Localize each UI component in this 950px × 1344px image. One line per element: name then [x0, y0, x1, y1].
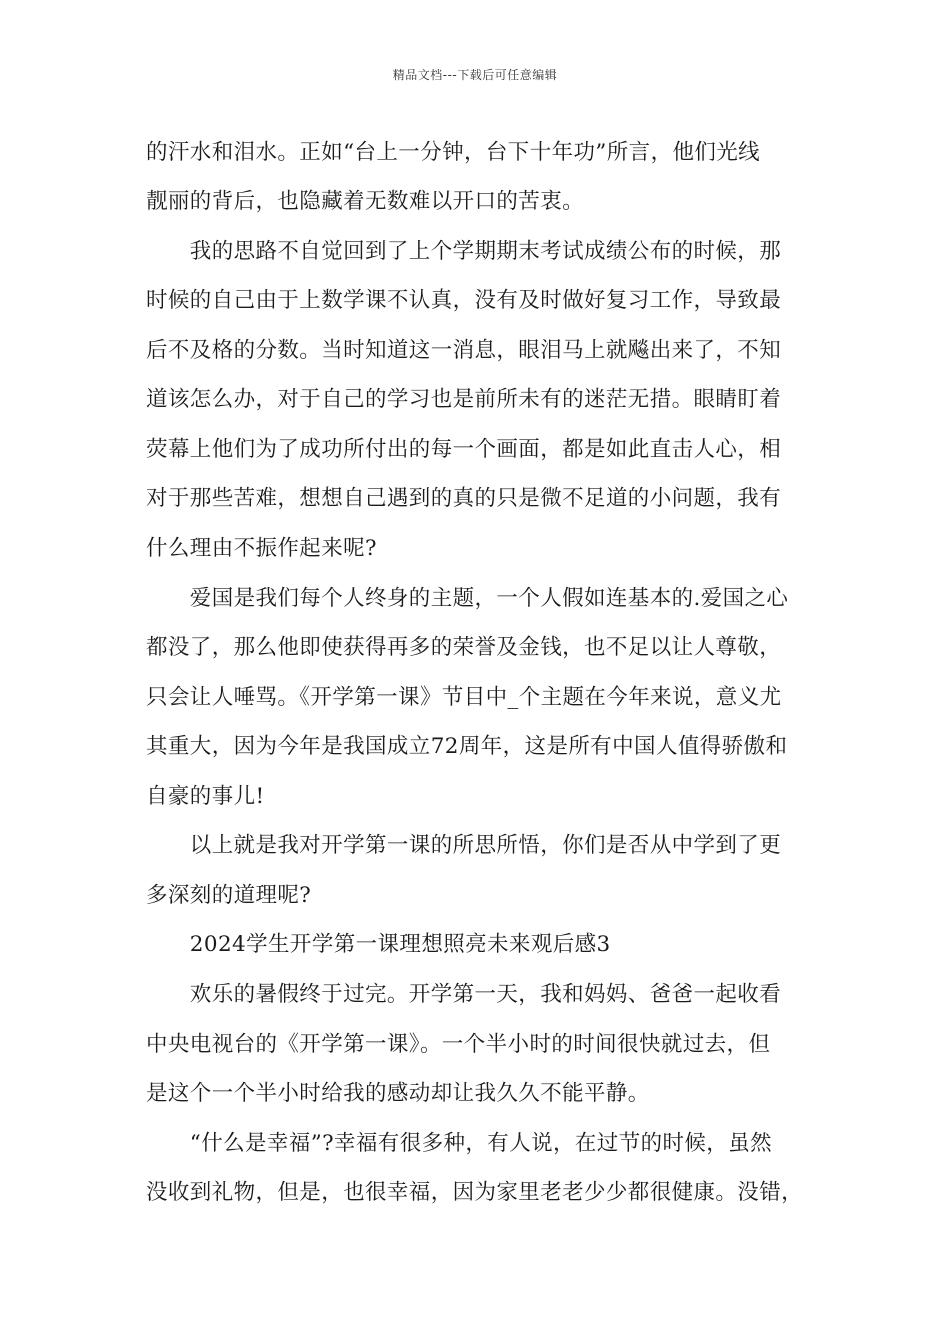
- text-line: 对于那些苦难，想想自己遇到的真的只是微不足道的小问题，我有: [146, 486, 782, 511]
- text-line: 荧幕上他们为了成功所付出的每一个画面，都是如此直击人心，相: [146, 437, 782, 462]
- text-line: 自豪的事儿!: [146, 784, 265, 809]
- text-line: 道该怎么办，对于自己的学习也是前所未有的迷茫无措。眼睛盯着: [146, 387, 782, 412]
- text-line: 我的思路不自觉回到了上个学期期末考试成绩公布的时候，那: [146, 239, 782, 264]
- text-line: 中央电视台的《开学第一课》。一个半小时的时间很快就过去，但: [146, 1032, 771, 1057]
- text-line: 后不及格的分数。当时知道这一消息，眼泪马上就飚出来了，不知: [146, 338, 782, 363]
- text-line: 爱国是我们每个人终身的主题，一个人假如连基本的.爱国之心: [146, 586, 789, 611]
- text-line: 只会让人唾骂。《开学第一课》节目中_个主题在今年来说，意义尤: [146, 685, 782, 710]
- text-line: 没收到礼物，但是，也很幸福，因为家里老老少少都很健康。没错，: [146, 1180, 804, 1205]
- text-line: 什么理由不振作起来呢?: [146, 536, 377, 561]
- text-line: 欢乐的暑假终于过完。开学第一天，我和妈妈、爸爸一起收看: [146, 982, 782, 1007]
- text-line: “什么是幸福”?幸福有很多种，有人说，在过节的时候，虽然: [146, 1131, 773, 1156]
- text-line: 以上就是我对开学第一课的所思所悟，你们是否从中学到了更: [146, 833, 782, 858]
- text-line: 的汗水和泪水。正如“台上一分钟，台下十年功”所言，他们光线: [146, 140, 761, 165]
- page-header: 精品文档---下载后可任意编辑: [392, 68, 558, 82]
- text-line: 靓丽的背后，也隐藏着无数难以开口的苦衷。: [146, 189, 585, 214]
- section-heading: 2024学生开学第一课理想照亮未来观后感3: [146, 932, 611, 957]
- text-line: 时候的自己由于上数学课不认真，没有及时做好复习工作，导致最: [146, 288, 782, 313]
- text-line: 都没了，那么他即使获得再多的荣誉及金钱，也不足以让人尊敬，: [146, 635, 782, 660]
- text-line: 多深刻的道理呢?: [146, 883, 312, 908]
- text-line: 是这个一个半小时给我的感动却让我久久不能平静。: [146, 1081, 650, 1106]
- text-line: 其重大，因为今年是我国成立72周年，这是所有中国人值得骄傲和: [146, 734, 788, 759]
